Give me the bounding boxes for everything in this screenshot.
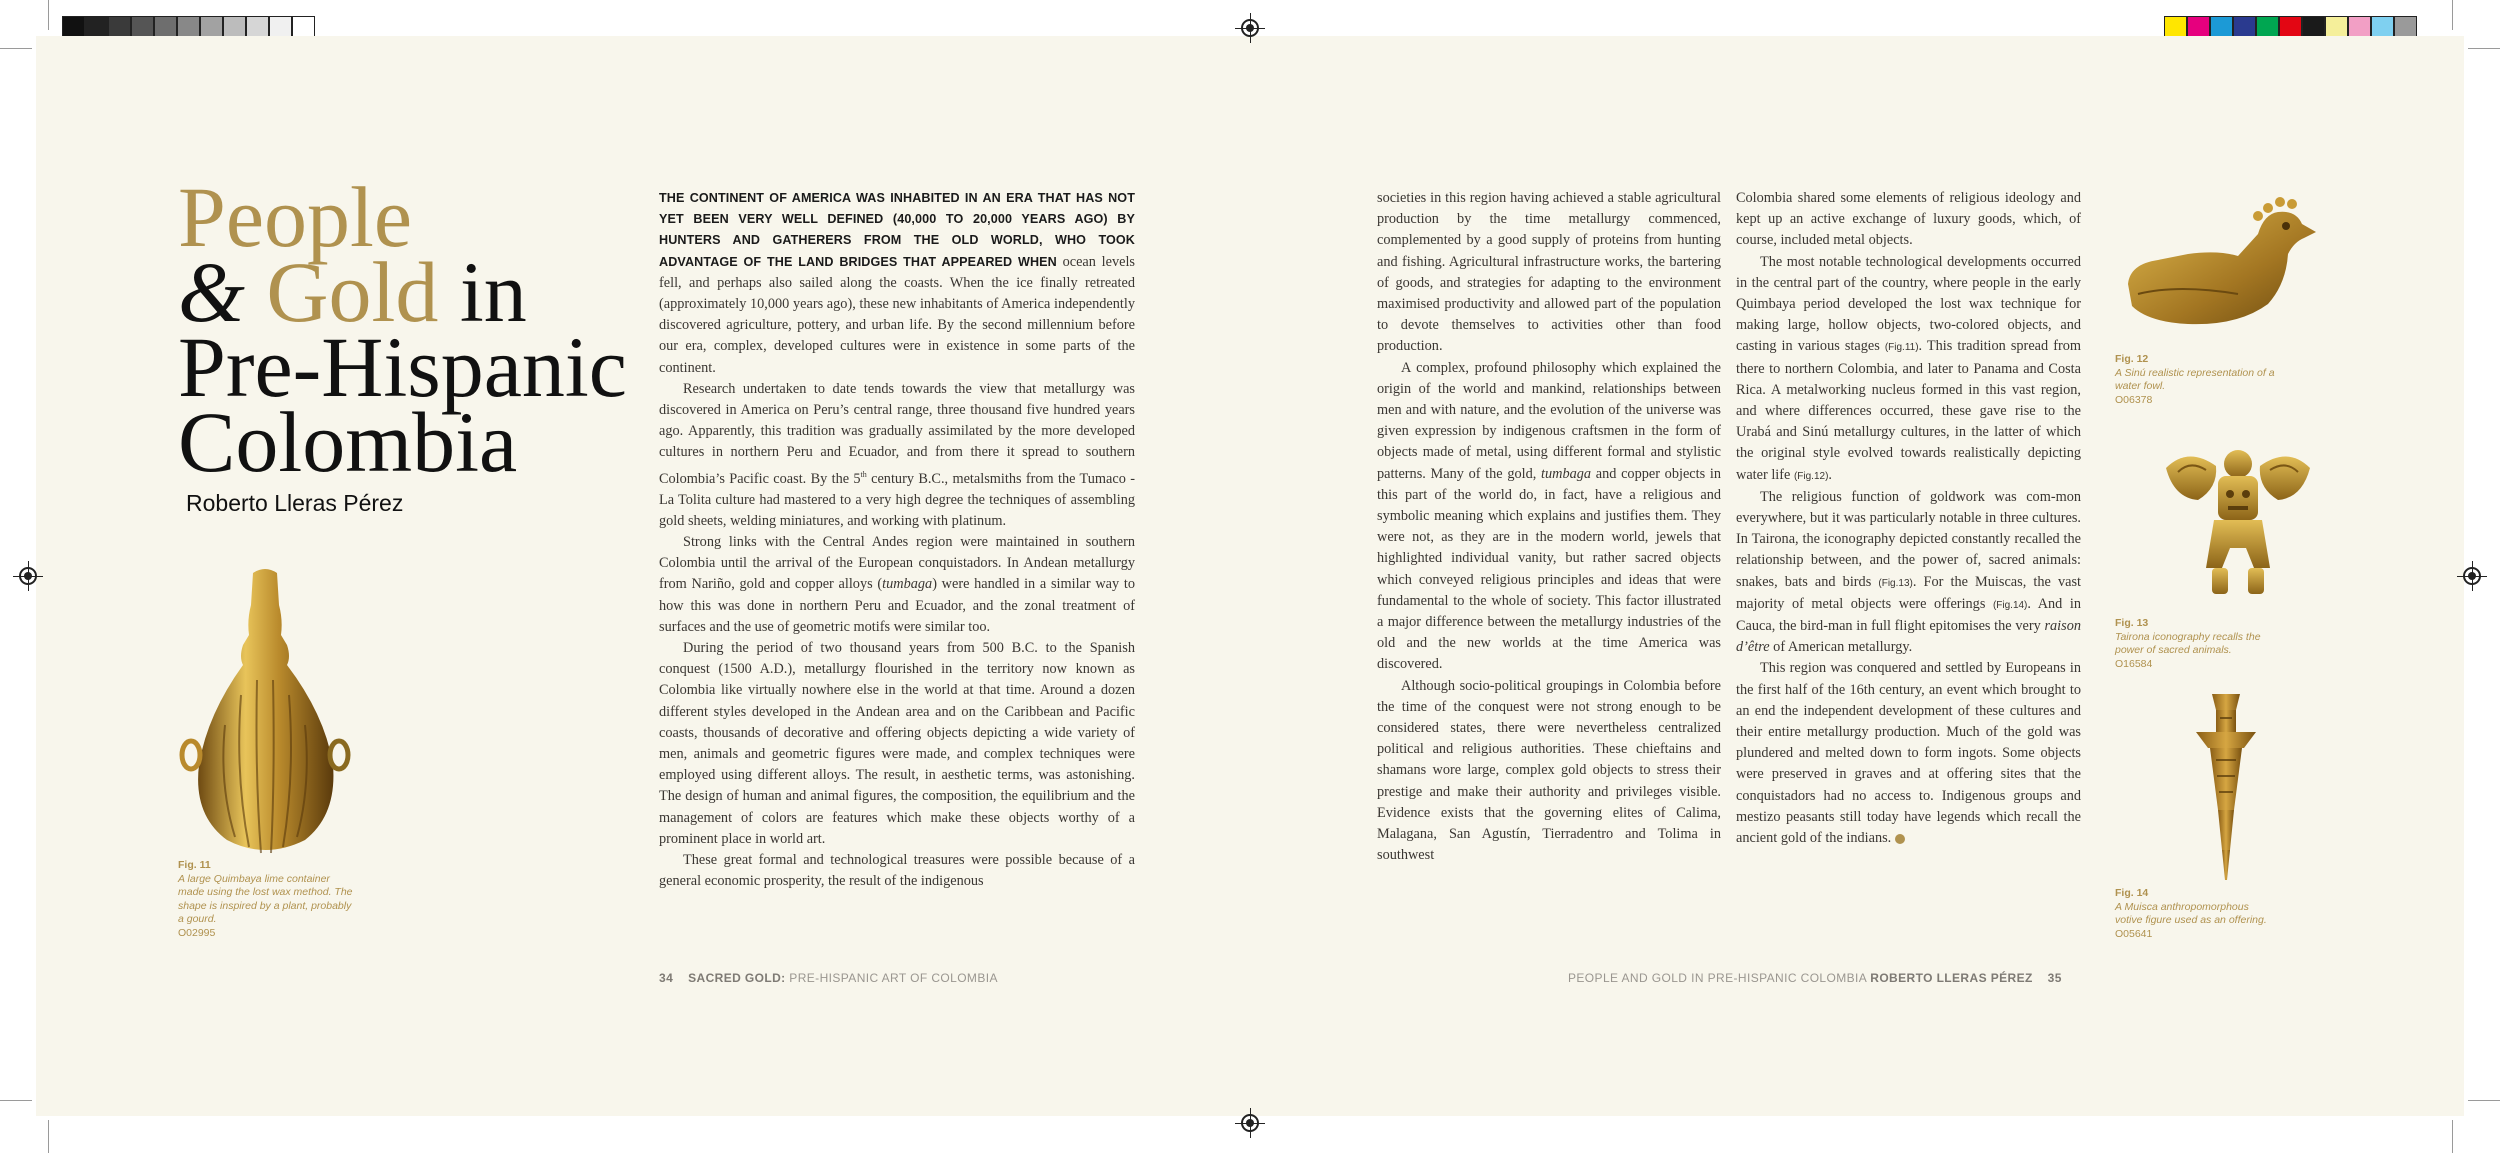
figure-11-description: A large Quimbaya lime container made using the lost wax method. The shape is inspired by a plant, probably a gourd. bbox=[178, 872, 353, 925]
column1-paragraph-2-cont: century B.C., metalsmiths from the Tumaco - La Tolita culture had mastered to a very high degree the techniques of assembling gold sheets, welding miniatures, and working with platinum. bbox=[659, 470, 1135, 529]
registration-mark-bottom bbox=[1241, 1114, 1259, 1132]
sinu-water-fowl-image bbox=[2118, 194, 2318, 339]
term-tumbaga-2: tumbaga bbox=[1541, 465, 1592, 482]
author-running-head: ROBERTO LLERAS PÉREZ bbox=[1870, 971, 2033, 985]
column3-paragraph-2: The most notable technological developments occurred in the central part of the country, where people in the early Quimbaya period developed the lost wax technique for making large, hollow objects, two-colored objects, and casting in various stages bbox=[1736, 253, 2081, 355]
column1-paragraph-5: These great formal and technological treasures were possible because of a general economic prosperity, the result of the indigenous bbox=[659, 852, 1135, 890]
column3-paragraph-3-cont2: . And in Cauca, the bird-man in full flight epitomises the very bbox=[1736, 595, 2081, 635]
muisca-votive-figure-image bbox=[2186, 690, 2266, 885]
period: . bbox=[1828, 466, 1832, 483]
title-word-in: in bbox=[459, 244, 527, 340]
column3-paragraph-3-end: of American metallurgy. bbox=[1769, 639, 1913, 656]
column3-paragraph-1: Colombia shared some elements of religious ideology and kept up an active exchange of luxury goods, which, of course, included metal objects. bbox=[1736, 190, 2081, 249]
chapter-running-head: PEOPLE AND GOLD IN PRE-HISPANIC COLOMBIA bbox=[1568, 971, 1867, 985]
column2-paragraph-2-cont: and copper objects in this part of the world do, in fact, have a religious and symbolic meaning which explains and justifies them. They were not, as they are in the modern world, jewels that highlighted individual vanity, but rather sacred objects which conveyed religious principles and ideas that were fundamental to the whole of society. This factor illustrated a major difference between the metallurgy industries of the old and the new worlds at the time America was discovered. bbox=[1377, 465, 1721, 673]
column3-paragraph-2-cont: . This tradition spread from there to northern Colombia, and later to Panama and Costa Rica. A metalworking nucleus formed in this vast region, and where differences occurred, these gave rise to the Urabá and Sinú metallurgy cultures, in the latter of which the original style evolved towards realistically depicting water life bbox=[1736, 338, 2081, 483]
book-subtitle-running-head: PRE-HISPANIC ART OF COLOMBIA bbox=[789, 971, 998, 985]
superscript-th: th bbox=[860, 469, 867, 479]
figure-14-description: A Muisca anthropomorphous votive figure used as an offering. bbox=[2115, 900, 2267, 926]
figure-reference-11: (Fig.11) bbox=[1884, 342, 1919, 354]
text-column-2 bbox=[1377, 188, 1721, 867]
figure-reference-12: (Fig.12) bbox=[1793, 470, 1829, 482]
text-column-3 bbox=[1736, 188, 2081, 849]
column2-paragraph-3: Although socio-political groupings in Colombia before the time of the conquest were not strong enough to be considered states, there were nevertheless centralized political and religious authorities. These chieftains and shamans wore large, complex gold objects to stress their prestige and make their authority and privileges visible. Evidence exists that the governing elites of Calima, Malagana, San Agustín, Tierradentro and Tolima in southwest bbox=[1377, 677, 1721, 864]
page-number-left: 34 bbox=[659, 971, 674, 985]
figure-11-caption bbox=[178, 859, 358, 940]
figure-14-catalog-id: O05641 bbox=[2115, 927, 2153, 940]
text-column-1 bbox=[659, 188, 1135, 892]
term-raison-detre: raison d’être bbox=[1736, 618, 2081, 656]
registration-mark-right bbox=[2463, 567, 2481, 585]
figure-reference-14: (Fig.14) bbox=[1992, 599, 2028, 611]
title-line-colombia: Colombia bbox=[178, 394, 518, 490]
figure-13-description: Tairona iconography recalls the power of sacred animals. bbox=[2115, 630, 2261, 656]
column1-paragraph-3-cont: ) were handled in a similar way to how this was done in northern Peru and Ecuador, and the zonal treatment of surfaces and the use of geometric motifs were similar too. bbox=[659, 576, 1135, 635]
column1-paragraph-3: Strong links with the Central Andes region were maintained in southern Colombia until the arrival of the European conquistadors. In Andean metallurgy from Nariño, gold and copper alloys ( bbox=[659, 534, 1135, 593]
column1-paragraph-4: During the period of two thousand years from 500 B.C. to the Spanish conquest (1500 A.D.), metallurgy flourished in the territory now known as Colombia like virtually nowhere else in the world at that time. Around a dozen different styles developed in the Andean area and on the Caribbean and Pacific coasts, thousands of decorative and offering objects depicting a wide variety of men, animals and geometric figures were made, and complex techniques were employed using different alloys. The result, in aesthetic terms, was astonishing. The design of human and animal figures, the composition, the equilibrium and the management of colors are features which make these objects worthy of a prominent place in world art. bbox=[659, 640, 1135, 847]
term-tumbaga: tumbaga bbox=[882, 576, 933, 593]
figure-13-caption bbox=[2115, 617, 2275, 671]
figure-13-catalog-id: O16584 bbox=[2115, 657, 2153, 670]
column3-paragraph-3-cont: . For the Muiscas, the vast majority of metal objects were offerings bbox=[1736, 573, 2081, 612]
chapter-title bbox=[178, 169, 627, 490]
figure-11-label: Fig. 11 bbox=[178, 859, 211, 871]
figure-14-label: Fig. 14 bbox=[2115, 887, 2149, 899]
lead-paragraph: THE CONTINENT OF AMERICA WAS INHABITED IN AN ERA THAT HAS NOT YET BEEN VERY WELL DEFINED (40,000 TO 20,000 YEARS AGO) BY HUNTERS AND GATHERERS FROM THE OLD WORLD, WHO TOOK ADVANTAGE OF THE LAND BRIDGES THAT APPEARED WHEN bbox=[659, 191, 1135, 269]
title-word-gold: Gold bbox=[266, 244, 439, 340]
folio-right bbox=[1568, 971, 2062, 985]
title-word-people: People bbox=[178, 169, 413, 265]
column2-paragraph-1: societies in this region having achieved a stable agricultural production by the time metallurgy commenced, complemented by a good supply of proteins from hunting and fishing. Agricultural infrastructure works, the bartering of goods, and strategies for adapting to the environment maximised productivity and allowed part of the population to devote themselves to activities other than food production. bbox=[1377, 190, 1721, 355]
figure-14-caption bbox=[2115, 887, 2275, 941]
figure-12-caption bbox=[2115, 353, 2275, 407]
figure-13-label: Fig. 13 bbox=[2115, 617, 2149, 629]
registration-mark-top bbox=[1241, 19, 1259, 37]
column3-paragraph-3: The religious function of goldwork was com-mon everywhere, but it was particularly notable in three cultures. In Tairona, the iconography depicted constantly recalled the relationship between, and the power of, sacred animals: snakes, bats and birds bbox=[1736, 488, 2081, 590]
figure-12-catalog-id: O06378 bbox=[2115, 393, 2153, 406]
figure-12-description: A Sinú realistic representation of a water fowl. bbox=[2115, 366, 2275, 392]
book-title-running-head: SACRED GOLD: bbox=[688, 971, 786, 985]
column1-paragraph-2: Research undertaken to date tends towards the view that metallurgy was discovered in America on Peru’s central range, three thousand five hundred years ago. Apparently, this tradition was gradually assimilated by the more developed cultures in northern Peru and Ecuador, and from there it spread to southern Colombia’s Pacific coast. By the 5 bbox=[659, 380, 1135, 487]
end-mark-icon bbox=[1895, 834, 1905, 844]
column1-paragraph-1: ocean levels fell, and perhaps also sailed along the coasts. When the ice finally retreated (approximately 10,000 years ago), these new inhabitants of America independently discovered agriculture, pottery, and urban life. By the second millennium before our era, complex, developed cultures were in existence in some parts of the continent. bbox=[659, 253, 1135, 376]
quimbaya-lime-container-image bbox=[175, 565, 355, 865]
tairona-pendant-image bbox=[2158, 438, 2318, 603]
folio-left bbox=[659, 971, 998, 985]
registration-mark-left bbox=[19, 567, 37, 585]
title-line-pre-hispanic: Pre-Hispanic bbox=[178, 319, 627, 415]
author-name: Roberto Lleras Pérez bbox=[186, 490, 404, 516]
title-ampersand: & bbox=[178, 244, 245, 340]
column2-paragraph-2: A complex, profound philosophy which explained the origin of the world and mankind, relationships between men and with nature, and the evolution of the universe was given expression by indigenous craftsmen in the form of objects made of metal, using different formal and stylistic patterns. Many of the gold, bbox=[1377, 359, 1721, 482]
figure-reference-13: (Fig.13) bbox=[1878, 577, 1913, 589]
figure-11-catalog-id: O02995 bbox=[178, 926, 216, 939]
figure-12-label: Fig. 12 bbox=[2115, 353, 2149, 365]
page-number-right: 35 bbox=[2047, 971, 2062, 985]
column3-paragraph-4: This region was conquered and settled by Europeans in the first half of the 16th century, an event which brought to an end the independent development of these cultures and their entire metallurgy production. Much of the gold was plundered and melted down to form ingots. Some objects were preserved in graves and at offering sites that the conquistadors had no access to. Indigenous groups and mestizo peasants still today have legends which recall the ancient gold of the indians. bbox=[1736, 660, 2081, 847]
